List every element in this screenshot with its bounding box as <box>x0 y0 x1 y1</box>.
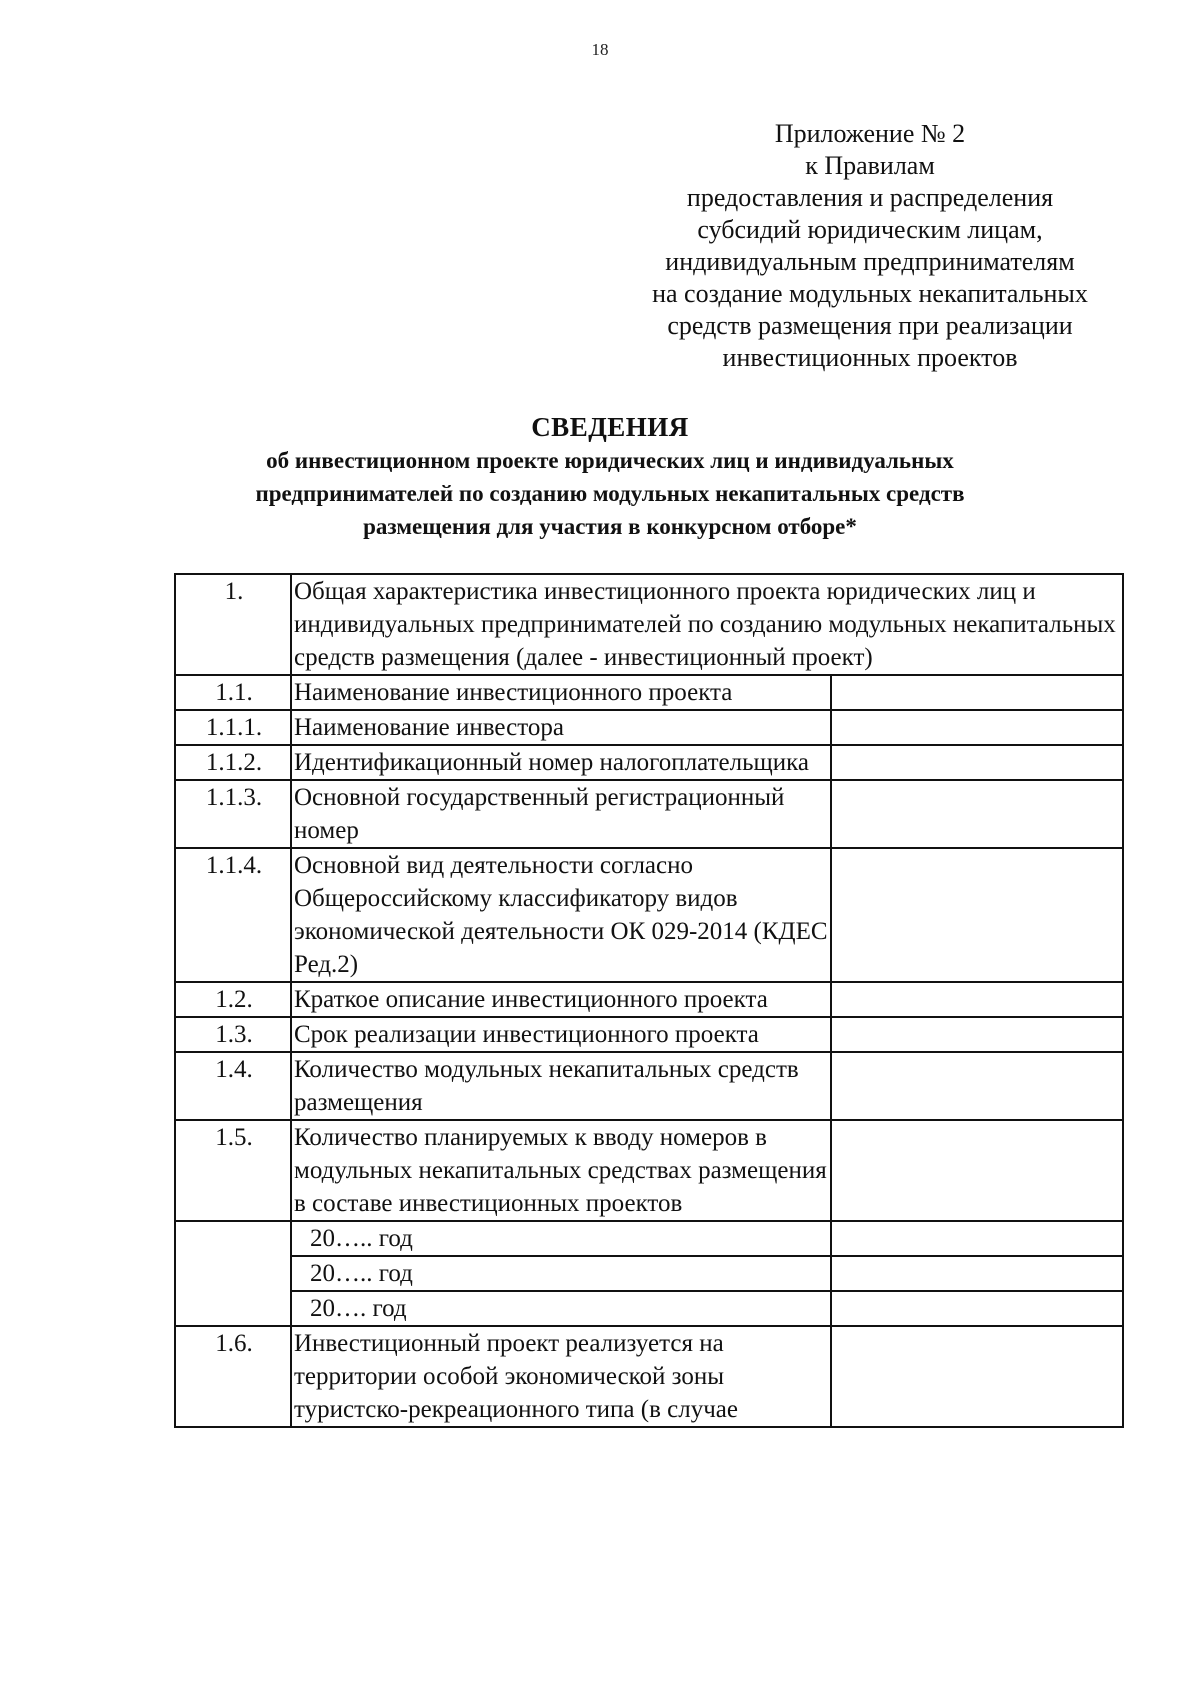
row-value-cell[interactable] <box>831 675 1123 710</box>
row-number: 1. <box>175 574 291 675</box>
row-number: 1.3. <box>175 1017 291 1052</box>
row-label: Наименование инвестора <box>291 710 831 745</box>
row-value-cell[interactable] <box>831 982 1123 1017</box>
title-subline: об инвестиционном проекте юридических лиц и индивидуальных <box>266 448 954 473</box>
table-row <box>175 1120 1123 1221</box>
table-row <box>175 1052 1123 1120</box>
row-label: Срок реализации инвестиционного проекта <box>291 1017 831 1052</box>
appendix-line: Приложение № 2 <box>774 119 966 148</box>
table-row <box>175 982 1123 1017</box>
row-label: Краткое описание инвестиционного проекта <box>291 982 831 1017</box>
row-label: Основной вид деятельности согласно Общероссийскому классификатору видов экономической деятельности ОК 029-2014 (КДЕС Ред.2) <box>291 848 831 982</box>
appendix-line: на создание модульных некапитальных <box>652 279 1088 308</box>
appendix-line: инвестиционных проектов <box>722 343 1018 372</box>
table-section-row <box>175 574 1123 675</box>
row-label: Количество планируемых к вводу номеров в модульных некапитальных средствах размещения в составе инвестиционных проектов <box>291 1120 831 1221</box>
row-label: Основной государственный регистрационный номер <box>291 780 831 848</box>
row-number-empty <box>175 1221 291 1326</box>
row-value-cell[interactable] <box>831 1326 1123 1427</box>
row-label: Количество модульных некапитальных средств размещения <box>291 1052 831 1120</box>
table-row <box>175 1017 1123 1052</box>
appendix-line: субсидий юридическим лицам, <box>697 215 1043 244</box>
table-row <box>175 745 1123 780</box>
row-number: 1.1.4. <box>175 848 291 982</box>
row-number: 1.1. <box>175 675 291 710</box>
row-value-cell[interactable] <box>831 1120 1123 1221</box>
table-year-row <box>175 1221 1123 1256</box>
title-subline: размещения для участия в конкурсном отборе* <box>363 514 857 539</box>
row-value-cell[interactable] <box>831 1052 1123 1120</box>
appendix-header <box>600 118 1140 374</box>
table-row <box>175 1326 1123 1427</box>
investment-info-table <box>174 573 1124 1428</box>
row-value-cell[interactable] <box>831 1256 1123 1291</box>
row-value-cell[interactable] <box>831 745 1123 780</box>
section-text: Общая характеристика инвестиционного проекта юридических лиц и индивидуальных предпринимателей по созданию модульных некапитальных средств размещения (далее - инвестиционный проект) <box>291 574 1123 675</box>
row-value-cell[interactable] <box>831 1221 1123 1256</box>
table-year-row <box>175 1291 1123 1326</box>
row-number: 1.5. <box>175 1120 291 1221</box>
table-row <box>175 675 1123 710</box>
table-row <box>175 780 1123 848</box>
table-row <box>175 710 1123 745</box>
row-value-cell[interactable] <box>831 1291 1123 1326</box>
row-number: 1.4. <box>175 1052 291 1120</box>
row-number: 1.6. <box>175 1326 291 1427</box>
title-main: СВЕДЕНИЯ <box>531 412 689 442</box>
row-value-cell[interactable] <box>831 710 1123 745</box>
row-value-cell[interactable] <box>831 780 1123 848</box>
appendix-line: предоставления и распределения <box>686 183 1054 212</box>
row-number: 1.2. <box>175 982 291 1017</box>
row-label: Наименование инвестиционного проекта <box>291 675 831 710</box>
row-number: 1.1.1. <box>175 710 291 745</box>
row-label: Инвестиционный проект реализуется на территории особой экономической зоны туристско-рекреационного типа (в случае <box>291 1326 831 1427</box>
row-number: 1.1.2. <box>175 745 291 780</box>
year-label: 20…. год <box>291 1291 831 1326</box>
row-value-cell[interactable] <box>831 848 1123 982</box>
row-number: 1.1.3. <box>175 780 291 848</box>
table-year-row <box>175 1256 1123 1291</box>
appendix-line: к Правилам <box>805 151 935 180</box>
year-label: 20….. год <box>291 1256 831 1291</box>
row-label: Идентификационный номер налогоплательщика <box>291 745 831 780</box>
document-title <box>160 410 1060 543</box>
appendix-line: средств размещения при реализации <box>667 311 1073 340</box>
page-number: 18 <box>591 40 609 59</box>
appendix-line: индивидуальным предпринимателям <box>665 247 1075 276</box>
year-label: 20….. год <box>291 1221 831 1256</box>
title-subline: предпринимателей по созданию модульных некапитальных средств <box>255 481 965 506</box>
table-row <box>175 848 1123 982</box>
row-value-cell[interactable] <box>831 1017 1123 1052</box>
